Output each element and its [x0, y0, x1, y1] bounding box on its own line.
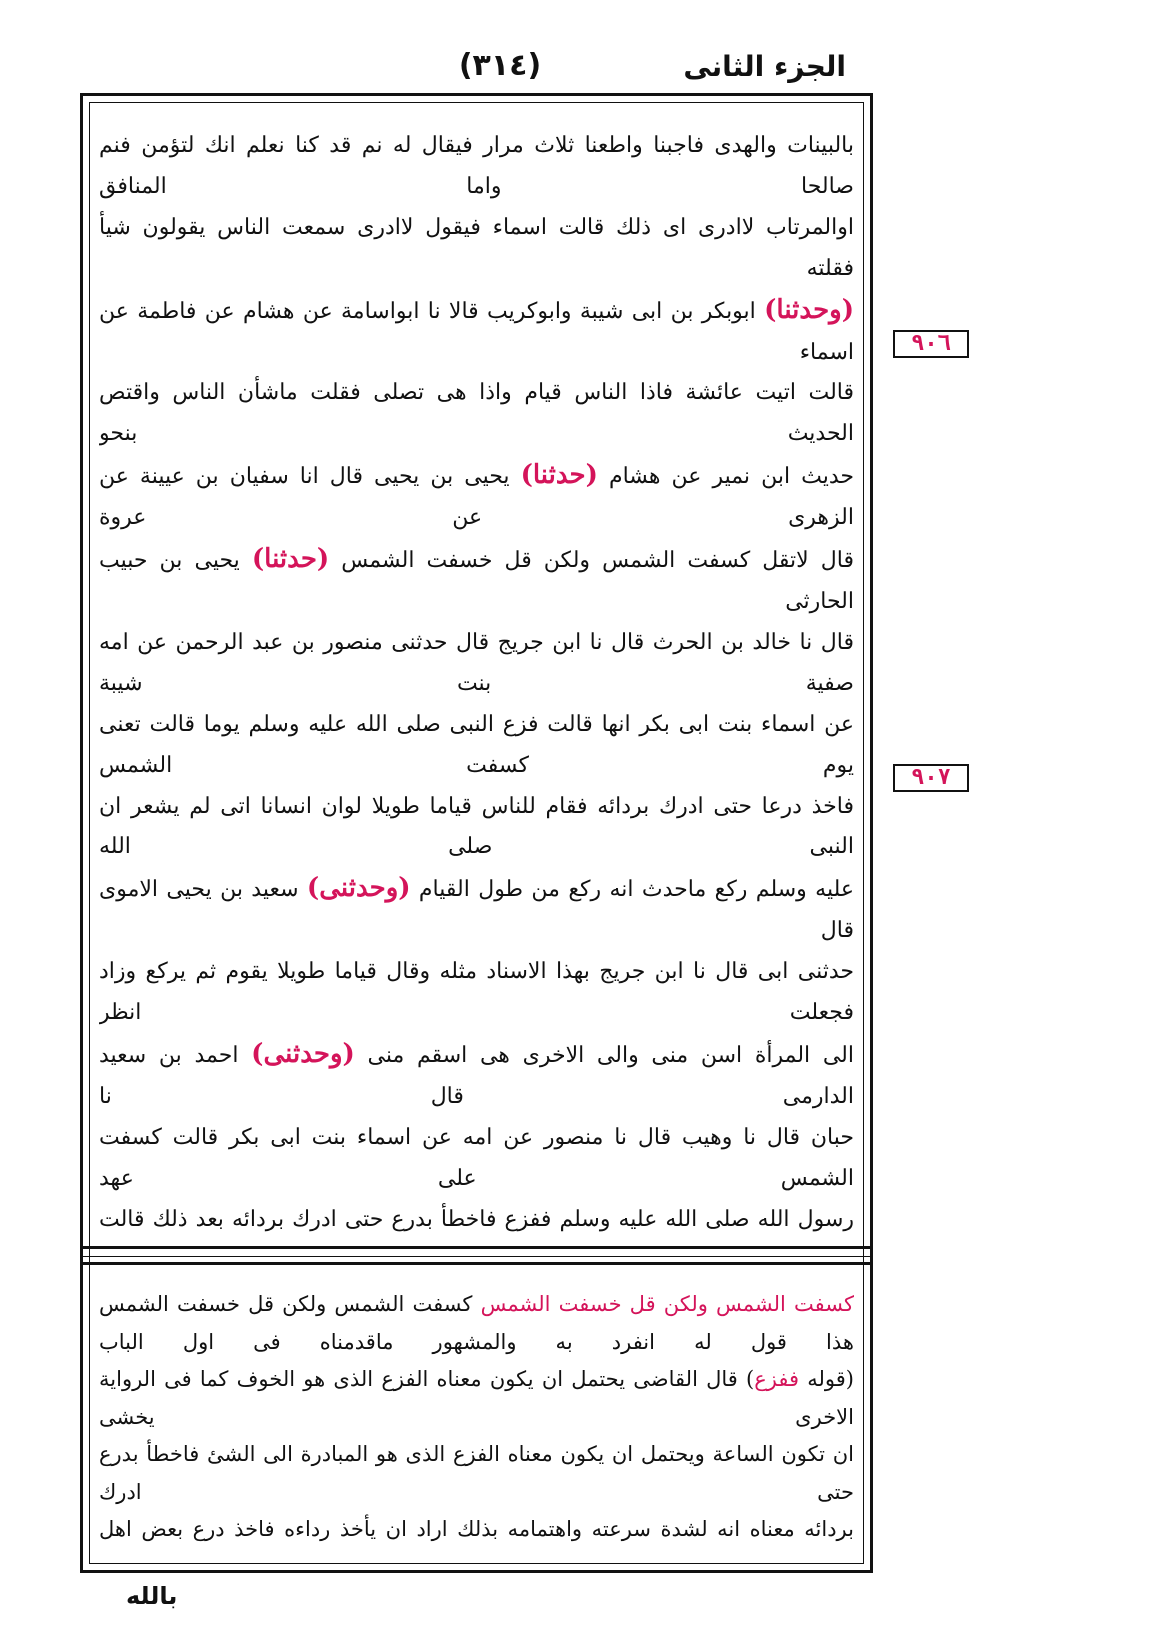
main-line: رسول الله صلى الله عليه وسلم ففزع فاخطأ بدرع حتى ادرك بردائه بعد ذلك قالت [99, 1206, 854, 1232]
commentary-highlight: ففزع [754, 1367, 800, 1391]
main-line: قال لاتقل كسفت الشمس ولكن قل خسفت الشمس (حدثنا) يحيى بن حبيب الحارثى [99, 544, 854, 614]
page-number: (٣١٤) [458, 48, 542, 83]
section-divider-thick [83, 1246, 870, 1249]
commentary-line: (قوله ففزع) قال القاضى يحتمل ان يكون معناه الفزع الذى هو الخوف كما فى الرواية الاخرى يخشى [99, 1367, 854, 1429]
margin-hadith-number-906: ٩٠٦ [893, 330, 969, 358]
main-line: اوالمرتاب لاادرى اى ذلك قالت اسماء فيقول لاادرى سمعت الناس يقولون شيأ فقلته [99, 214, 854, 281]
commentary-line [99, 1286, 854, 1361]
part-title: الجزء الثانى [683, 50, 846, 83]
main-line: حدثنى ابى قال نا ابن جريج بهذا الاسناد مثله وقال قياما طويلا يقوم ثم يركع وزاد فجعلت انظر [99, 959, 854, 1026]
narrator-keyword: (حدثنا) [251, 544, 330, 575]
narrator-keyword: (وحدثنا) [764, 294, 854, 325]
main-line: (وحدثنا) ابوبكر بن ابى شيبة وابوكريب قالا نا ابواسامة عن هشام عن فاطمة عن اسماء [99, 294, 854, 365]
narrator-keyword: (وحدثنى) [251, 1038, 355, 1069]
narrator-keyword: (وحدثنى) [306, 873, 411, 904]
text-frame [80, 93, 873, 1573]
main-line: بالبينات والهدى فاجبنا واطعنا ثلاث مرار فيقال له نم قد كنا نعلم انك لتؤمن فنم صالحا واما المنافق [99, 133, 854, 199]
main-hadith-text [99, 126, 854, 1236]
main-line: عليه وسلم ركع ماحدث انه ركع من طول القيام (وحدثنى) سعيد بن يحيى الاموى قال [99, 873, 854, 944]
commentary-line: بردائه معناه انه لشدة سرعته واهتمامه بذلك اراد ان يأخذ رداءه فاخذ درع بعض اهل [99, 1517, 854, 1541]
main-line: الى المرأة اسن منى والى الاخرى هى اسقم منى (وحدثنى) احمد بن سعيد الدارمى قال نا [99, 1038, 854, 1109]
main-line: قال نا خالد بن الحرث قال نا ابن جريج قال حدثنى منصور بن عبد الرحمن عن امه صفية بنت شيبة [99, 629, 854, 696]
commentary-text [99, 1286, 854, 1546]
commentary-highlight: كسفت الشمس ولكن قل خسفت الشمس [480, 1292, 854, 1316]
section-divider-thick [83, 1262, 870, 1265]
main-line: حديث ابن نمير عن هشام (حدثنا) يحيى بن يحيى قال انا سفيان بن عيينة عن الزهرى عن عروة [99, 460, 854, 531]
main-line: عن اسماء بنت ابى بكر انها قالت فزع النبى صلى الله عليه وسلم يوما قالت تعنى يوم كسفت الشمس [99, 711, 854, 778]
main-line: قالت اتيت عائشة فاذا الناس قيام واذا هى تصلى فقلت ماشأن الناس واقتص الحديث بنحو [99, 380, 854, 447]
catchword: بالله [126, 1582, 178, 1610]
narrator-keyword: (حدثنا) [520, 460, 598, 491]
commentary-line-rest: كسفت الشمس ولكن قل خسفت الشمس هذا قول له انفرد به والمشهور ماقدمناه فى اول الباب [99, 1292, 854, 1354]
main-line: حبان قال نا وهيب قال نا منصور عن امه عن اسماء بنت ابى بكر قالت كسفت الشمس على عهد [99, 1124, 854, 1191]
commentary-line: ان تكون الساعة ويحتمل ان يكون معناه الفزع الذى هو المبادرة الى الشئ فاخطأ بدرع حتى ادرك [99, 1442, 854, 1504]
section-divider-thin [83, 1256, 870, 1257]
main-line: فاخذ درعا حتى ادرك بردائه فقام للناس قياما طويلا لوان انسانا اتى لم يشعر ان النبى صلى الله [99, 793, 854, 860]
margin-hadith-number-907: ٩٠٧ [893, 764, 969, 792]
